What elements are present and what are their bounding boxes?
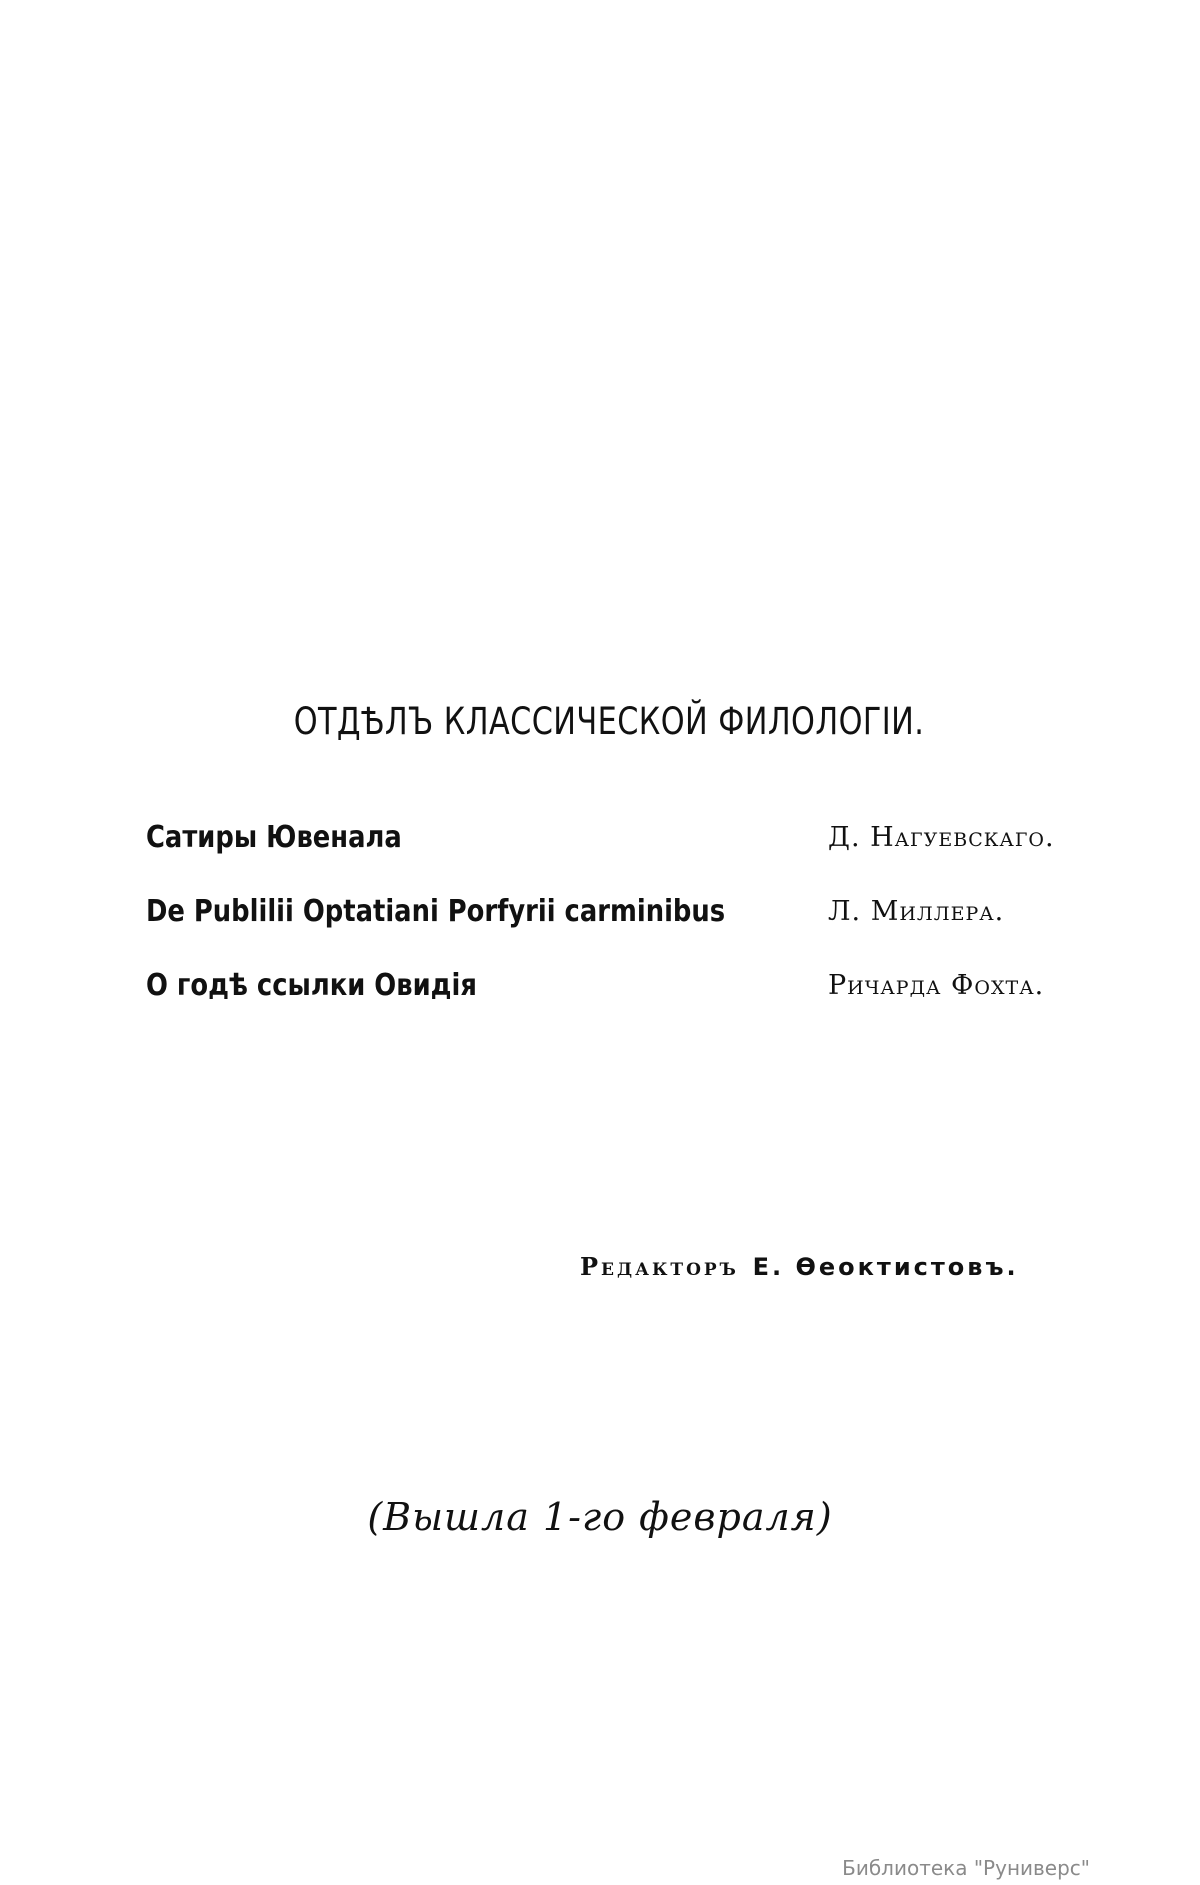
table-of-contents <box>146 820 1056 1042</box>
article-title: О годѣ ссылки Овидія <box>146 968 477 1003</box>
section-title: ОТДѢЛЪ КЛАССИЧЕСКОЙ ФИЛОЛОГІИ. <box>293 700 925 743</box>
article-title: Сатиры Ювенала <box>146 820 402 855</box>
contents-entry <box>146 968 1056 1042</box>
library-watermark: Библиотека "Руниверс" <box>842 1856 1090 1880</box>
editor-name: Е. Ѳеоктистовъ. <box>752 1253 1019 1281</box>
article-author: Л. Миллера. <box>828 896 1005 927</box>
article-author: Ричарда Фохта. <box>828 970 1045 1001</box>
article-author: Д. Нагуевскаго. <box>828 822 1055 853</box>
contents-entry <box>146 894 1056 968</box>
editor-line <box>580 1252 1019 1281</box>
article-title: De Publilii Optatiani Porfyrii carminibus <box>146 894 726 929</box>
contents-entry <box>146 820 1056 894</box>
issue-date-note: (Вышла 1-го февраля) <box>367 1495 833 1539</box>
editor-label: Редакторъ <box>580 1252 739 1281</box>
